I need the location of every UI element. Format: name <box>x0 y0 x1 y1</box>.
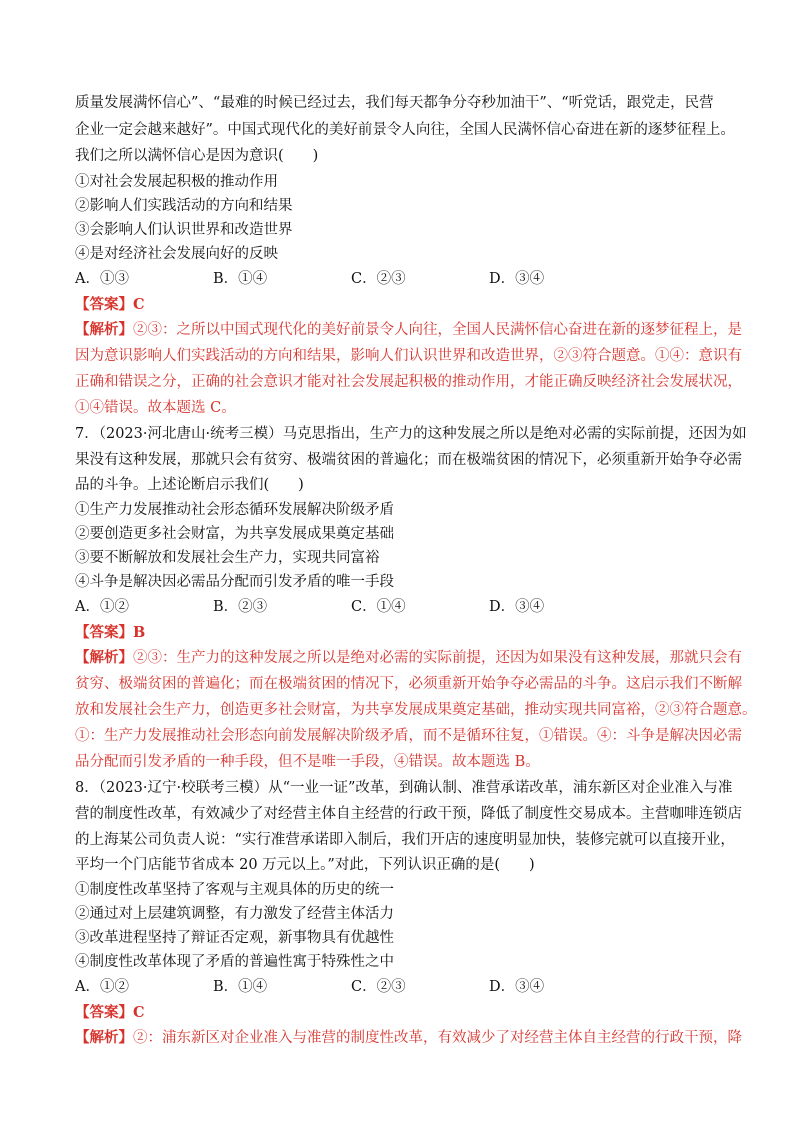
q7-analysis-line-4: ①：生产力发展推动社会形态向前发展解决阶级矛盾，而不是循环往复，①错误。④：斗争是解决因必需 <box>75 728 742 744</box>
q7-option-a: A．①② <box>75 599 129 615</box>
q6-answer-value: C <box>133 296 145 313</box>
q7-stem-line-1: 7．（2023·河北唐山·统考三模）马克思指出，生产力的这种发展之所以是绝对必需的实际前提，还因为如 <box>75 426 747 442</box>
q8-item-3: ③改革进程坚持了辩证否定观，新事物具有优越性 <box>75 930 394 946</box>
q7-analysis-line-3: 放和发展社会生产力，创造更多社会财富，为共享发展成果奠定基础，推动实现共同富裕，②③符合题意。 <box>75 702 757 718</box>
q7-analysis-text-1: ②③：生产力的这种发展之所以是绝对必需的实际前提，还因为如果没有这种发展，那就只会有 <box>133 650 742 666</box>
q7-item-4: ④斗争是解决因必需品分配而引发矛盾的唯一手段 <box>75 574 394 590</box>
q8-stem-line-1: 8．（2023·辽宁·校联考三模）从“一业一证”改革，到确认制、准营承诺改革，浦东新区对企业准入与准 <box>75 780 733 796</box>
q6-item-2: ②影响人们实践活动的方向和结果 <box>75 198 293 214</box>
q6-analysis-label: 【解析】 <box>75 321 133 338</box>
q7-item-2: ②要创造更多社会财富，为共享发展成果奠定基础 <box>75 526 394 542</box>
q8-stem-line-3: 的上海某公司负责人说：“实行准营承诺即入制后，我们开店的速度明显加快，装修完就可以直接开业， <box>75 832 735 848</box>
q8-answer-label: 【答案】 <box>75 1004 133 1021</box>
q6-option-c: C．②③ <box>351 271 406 287</box>
q8-answer <box>75 1004 145 1022</box>
q8-analysis-line-1 <box>75 1029 742 1047</box>
q6-answer-label: 【答案】 <box>75 296 133 313</box>
q8-item-4: ④制度性改革体现了矛盾的普遍性寓于特殊性之中 <box>75 954 394 970</box>
q7-option-c: C．①④ <box>351 599 406 615</box>
q7-analysis-line-1 <box>75 649 742 667</box>
q6-item-3: ③会影响人们认识世界和改造世界 <box>75 222 293 238</box>
q7-answer-value: B <box>133 624 146 641</box>
q7-stem-line-2: 果没有这种发展，那就只会有贫穷、极端贫困的普遍化；而在极端贫困的情况下，必须重新开始争夺必需 <box>75 452 742 468</box>
q6-option-a: A．①③ <box>75 271 129 287</box>
q7-analysis-line-2: 贫穷、极端贫困的普遍化；而在极端贫困的情况下，必须重新开始争夺必需品的斗争。这启示我们不断解 <box>75 676 742 692</box>
q6-option-b: B．①④ <box>213 271 268 287</box>
q8-item-2: ②通过对上层建筑调整，有力激发了经营主体活力 <box>75 906 394 922</box>
q8-option-a: A．①② <box>75 979 129 995</box>
q8-answer-value: C <box>133 1004 145 1021</box>
q6-stem-line-2: 企业一定会越来越好”。中国式现代化的美好前景令人向往，全国人民满怀信心奋进在新的逐梦征程上。 <box>75 122 735 138</box>
q8-stem-line-2: 营的制度性改革，有效减少了对经营主体自主经营的行政干预，降低了制度性交易成本。主营咖啡连锁店 <box>75 806 742 822</box>
q7-answer-label: 【答案】 <box>75 624 133 641</box>
q8-analysis-text-1: ②：浦东新区对企业准入与准营的制度性改革，有效减少了对经营主体自主经营的行政干预，降 <box>133 1030 742 1046</box>
q6-item-1: ①对社会发展起积极的推动作用 <box>75 174 278 190</box>
q7-analysis-line-5: 品分配而引发矛盾的一种手段，但不是唯一手段，④错误。故本题选 B。 <box>75 754 540 770</box>
q8-option-b: B．①④ <box>213 979 268 995</box>
q6-item-4: ④是对经济社会发展向好的反映 <box>75 246 278 262</box>
q7-option-d: D．③④ <box>489 599 545 615</box>
q7-item-1: ①生产力发展推动社会形态循环发展解决阶级矛盾 <box>75 502 394 518</box>
q8-option-c: C．②③ <box>351 979 406 995</box>
q6-stem-line-1: 质量发展满怀信心”、“最难的时候已经过去，我们每天都争分夺秒加油干”、“听党话，跟党走，民营 <box>75 95 714 111</box>
q7-answer <box>75 624 145 642</box>
q6-analysis-line-3: 正确和错误之分，正确的社会意识才能对社会发展起积极的推动作用，才能正确反映经济社会发展状况， <box>75 374 742 390</box>
q6-analysis-line-4: ①④错误。故本题选 C。 <box>75 400 236 416</box>
q8-analysis-label: 【解析】 <box>75 1029 133 1046</box>
q6-stem-line-3: 我们之所以满怀信心是因为意识( ) <box>75 148 319 164</box>
q6-analysis-line-2: 因为意识影响人们实践活动的方向和结果，影响人们认识世界和改造世界，②③符合题意。①④：意识有 <box>75 348 742 364</box>
q7-item-3: ③要不断解放和发展社会生产力，实现共同富裕 <box>75 550 380 566</box>
q7-analysis-label: 【解析】 <box>75 649 133 666</box>
q6-analysis-line-1 <box>75 321 742 339</box>
q8-item-1: ①制度性改革坚持了客观与主观具体的历史的统一 <box>75 882 394 898</box>
q8-stem-line-4: 平均一个门店能节省成本 20 万元以上。”对此，下列认识正确的是( ) <box>75 857 535 873</box>
q7-stem-line-3: 品的斗争。上述论断启示我们( ) <box>75 477 304 493</box>
q6-answer <box>75 296 145 314</box>
q8-option-d: D．③④ <box>489 979 545 995</box>
q6-analysis-text-1: ②③：之所以中国式现代化的美好前景令人向往，全国人民满怀信心奋进在新的逐梦征程上，是 <box>133 322 742 338</box>
q7-option-b: B．②③ <box>213 599 268 615</box>
q6-option-d: D．③④ <box>489 271 545 287</box>
